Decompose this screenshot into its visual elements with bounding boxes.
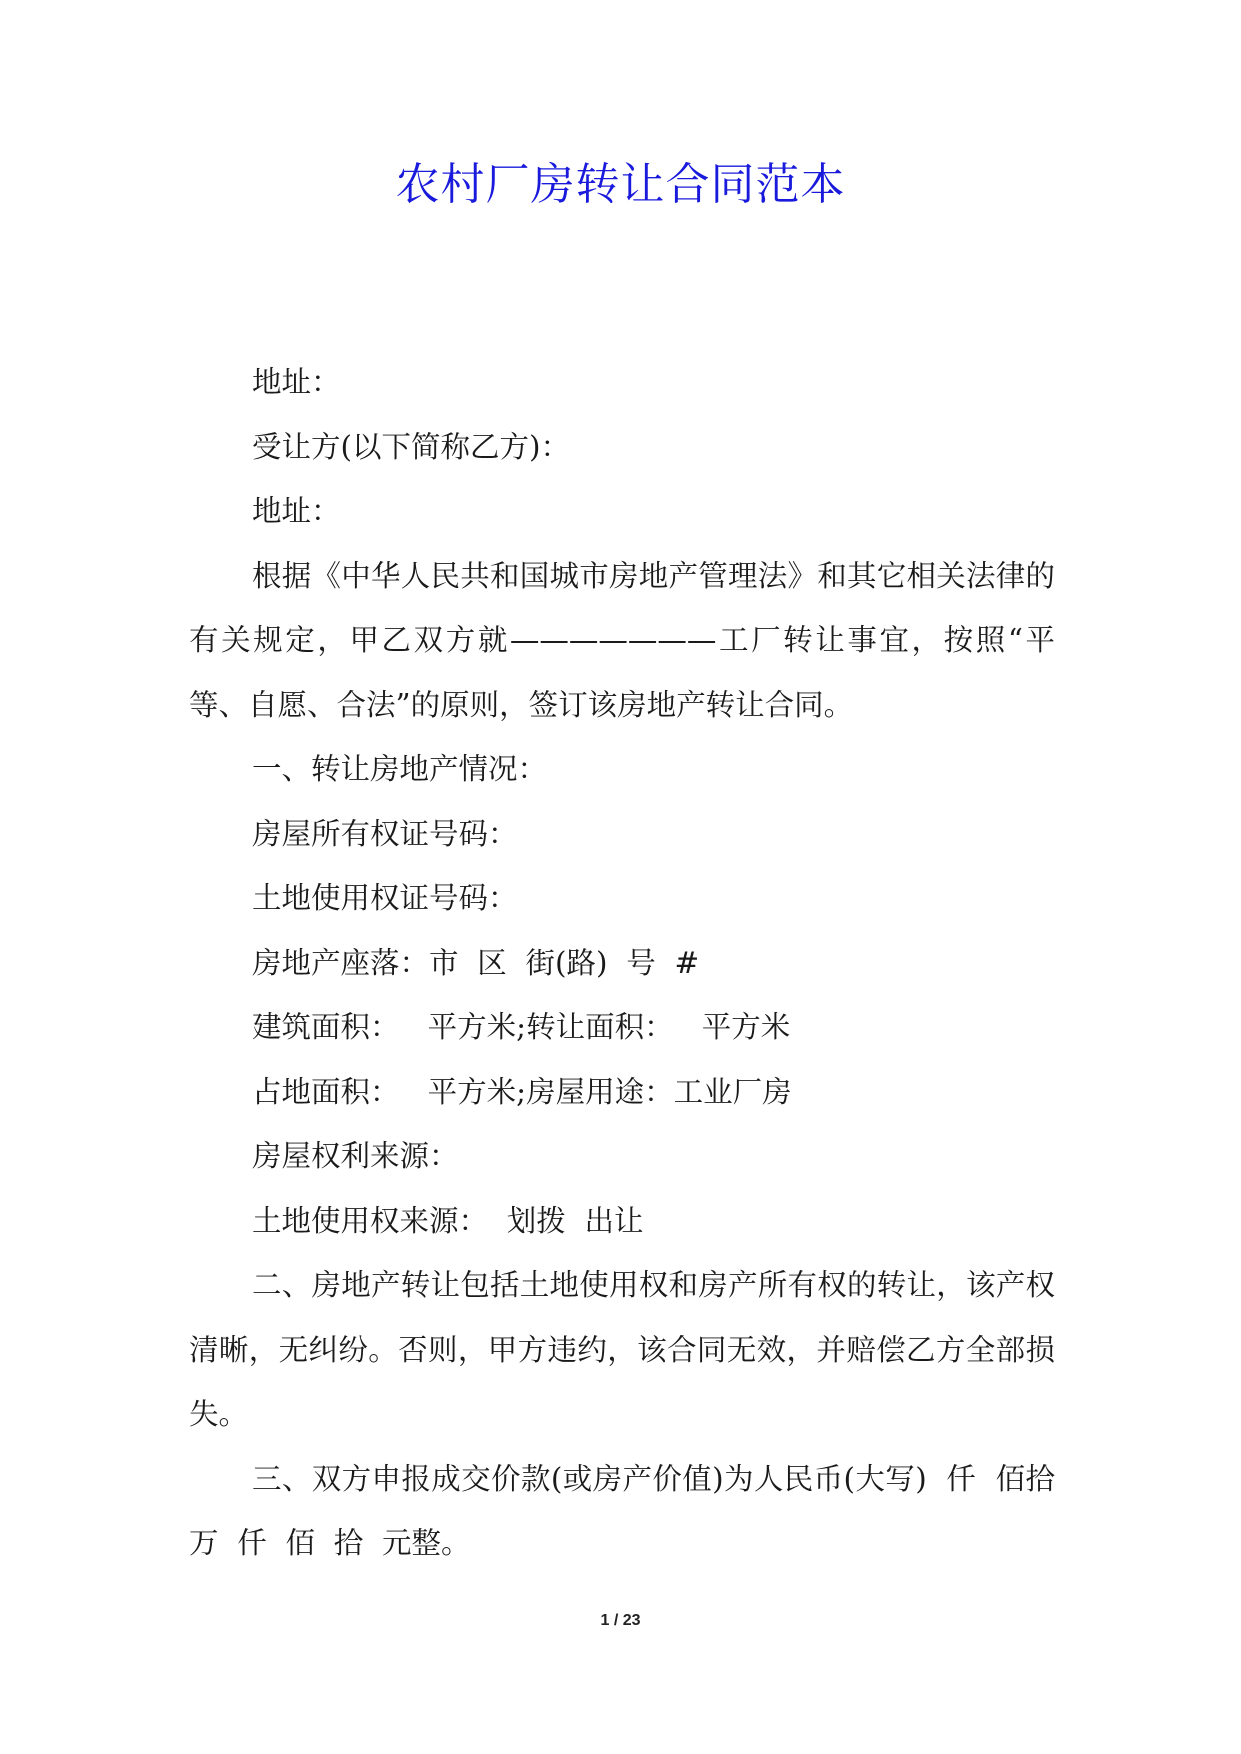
document-body	[189, 350, 1074, 1576]
paragraph-land-certificate: 土地使用权证号码：	[252, 881, 518, 915]
paragraph-section-1-heading: 一、转让房地产情况：	[252, 752, 548, 786]
paragraph-land-area: 占地面积： 平方米;房屋用途：工业厂房	[252, 1074, 792, 1109]
paragraph-land-rights-source: 土地使用权来源： 划拨 出让	[252, 1203, 644, 1238]
page-number: 1 / 23	[600, 1612, 641, 1629]
paragraph-transferee-address: 地址：	[252, 494, 341, 528]
paragraph-transferee: 受让方(以下简称乙方)：	[252, 429, 571, 464]
document-title: 农村厂房转让合同范本	[395, 159, 846, 210]
paragraph-property-location: 房地产座落：市 区 街(路) 号 #	[252, 945, 700, 980]
paragraph-house-rights-source: 房屋权利来源：	[252, 1139, 459, 1173]
paragraph-house-certificate: 房屋所有权证号码：	[252, 816, 518, 851]
paragraph-section-3: 三、双方申报成交价款(或房产价值)为人民币(大写) 仟 佰拾 万 仟 佰 拾 元整。	[189, 1461, 1074, 1560]
paragraph-building-area: 建筑面积： 平方米;转让面积： 平方米	[252, 1010, 791, 1044]
paragraph-section-2: 二、房地产转让包括土地使用权和房产所有权的转让，该产权清晰，无纠纷。否则，甲方违约，该合同无效，并赔偿乙方全部损失。	[189, 1268, 1055, 1431]
paragraph-preamble: 根据《中华人民共和国城市房地产管理法》和其它相关法律的有关规定，甲乙双方就———————工厂转让事宜，按照“平等、自愿、合法”的原则，签订该房地产转让合同。	[189, 558, 1055, 722]
paragraph-transferor-address: 地址：	[252, 365, 341, 399]
